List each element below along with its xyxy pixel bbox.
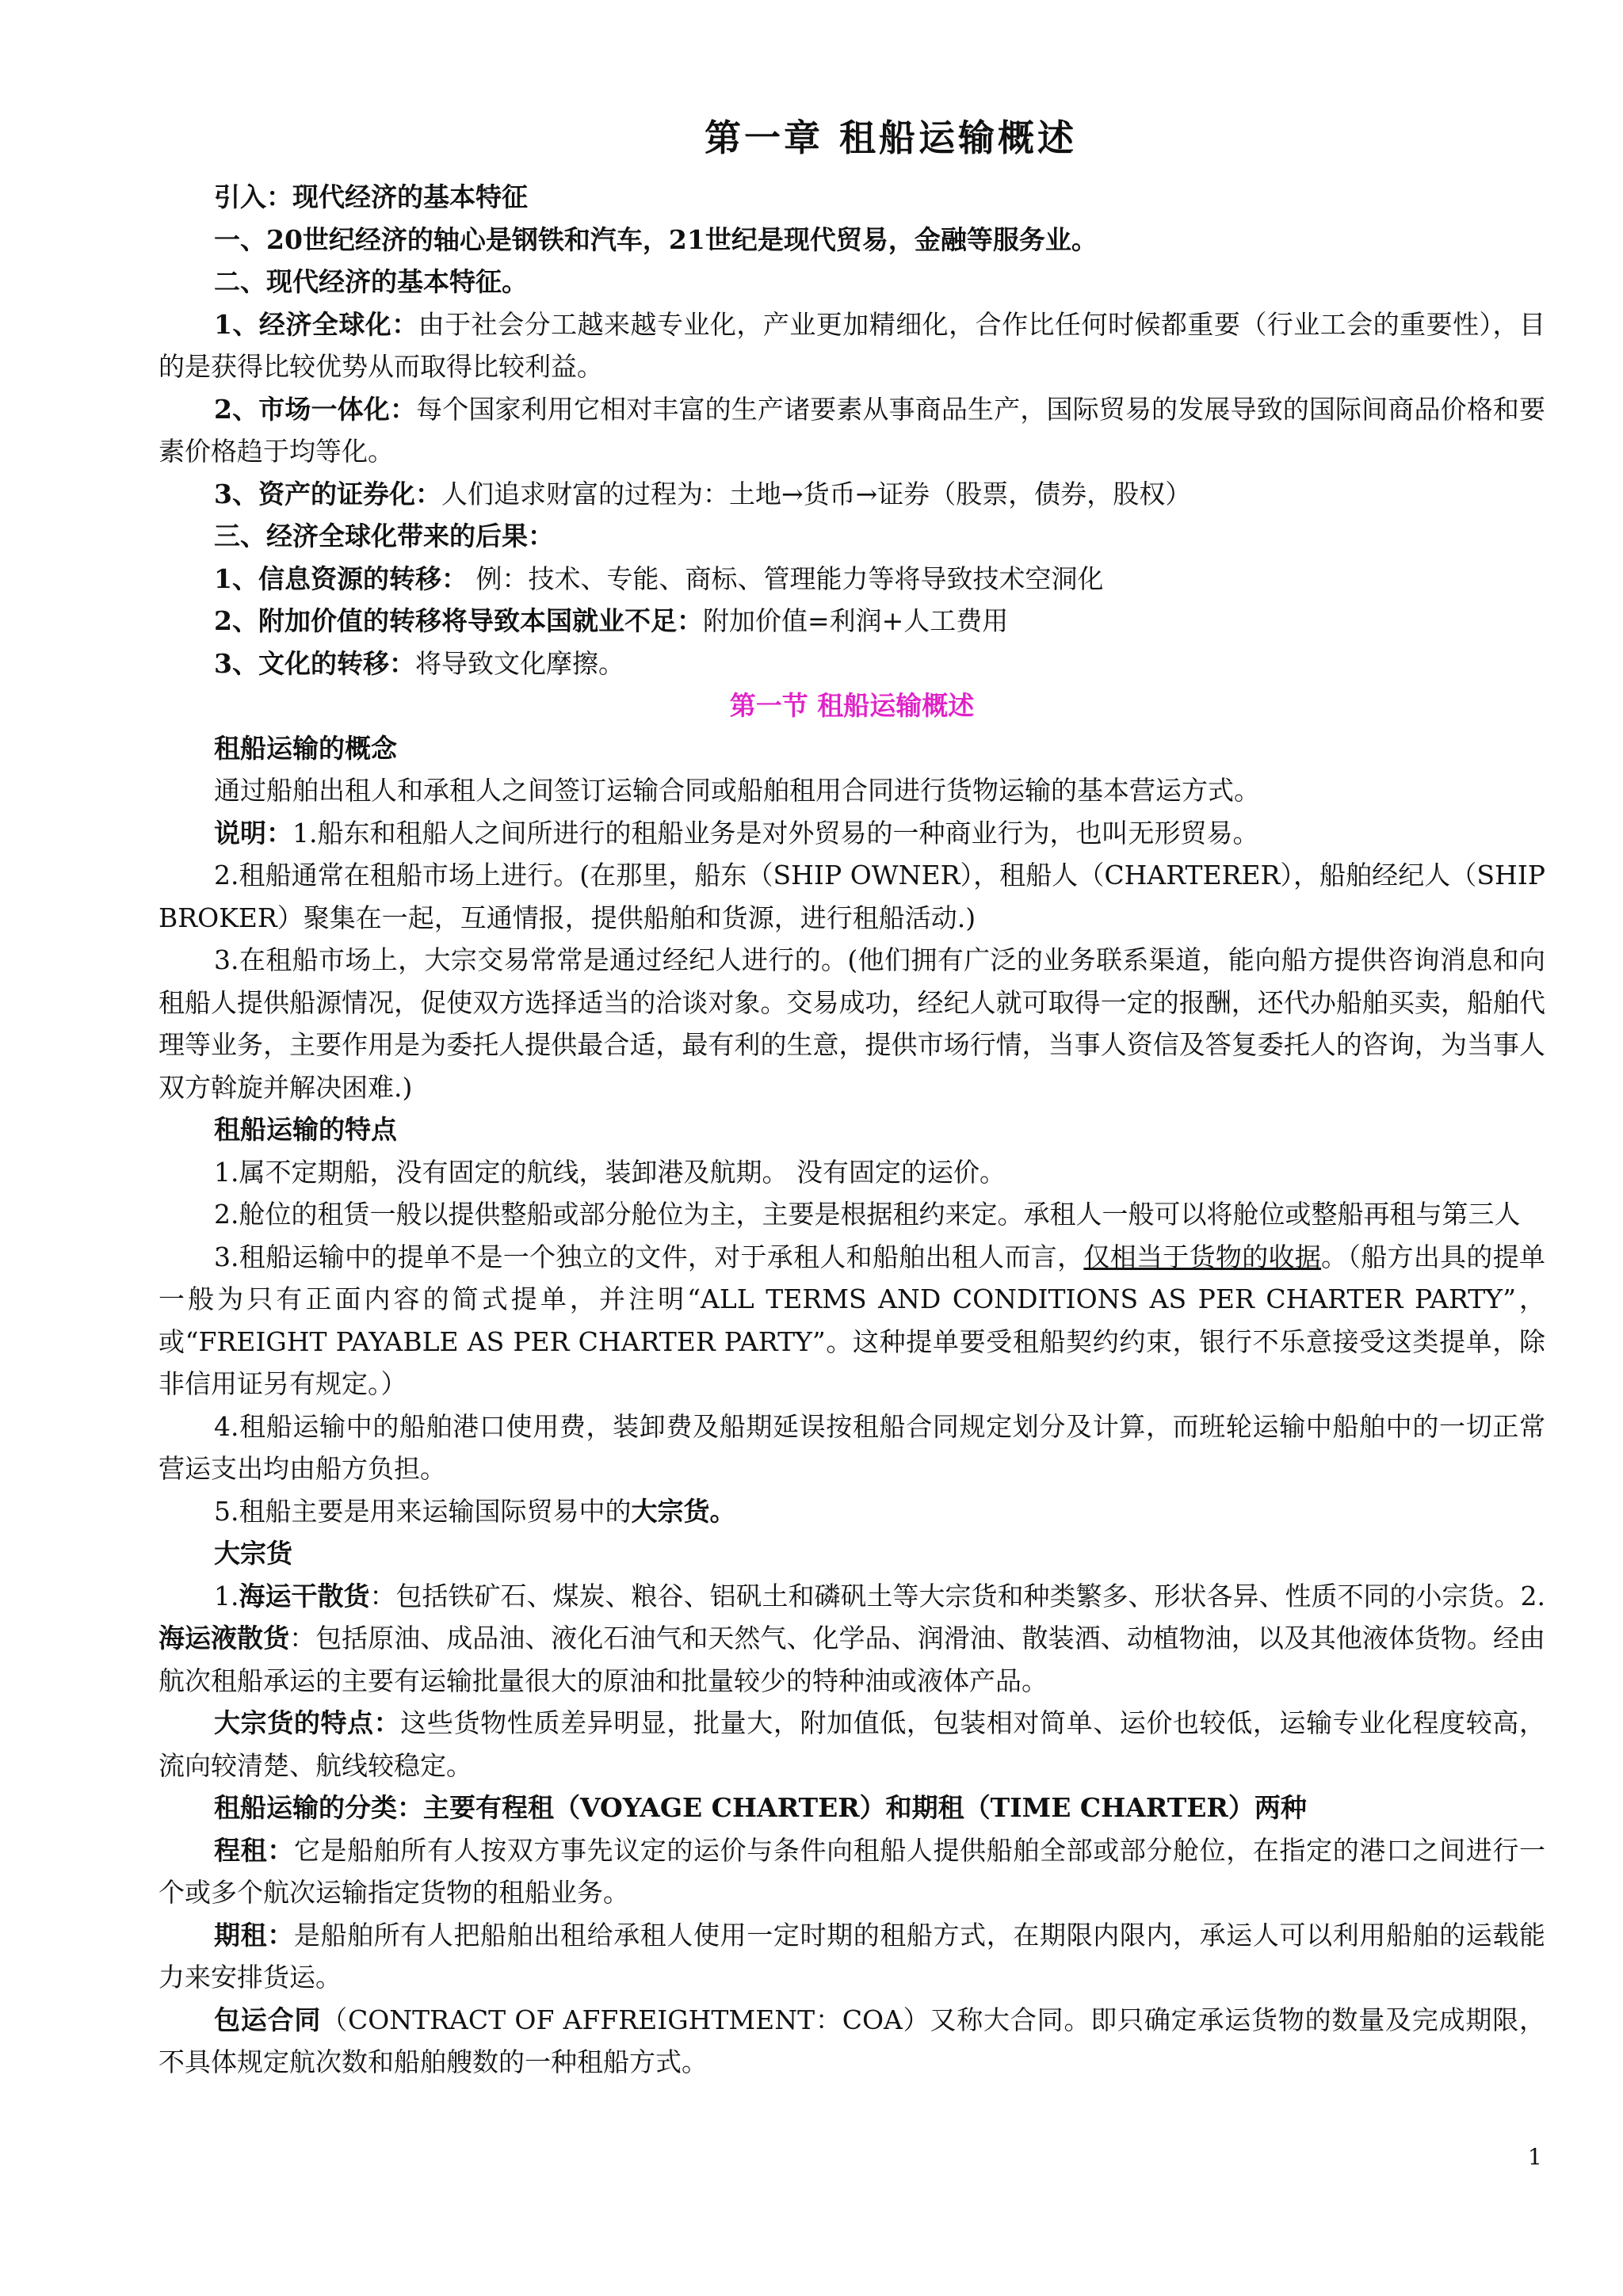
- bulk-text-c: ：包括原油、成品油、液化石油气和天然气、化学品、润滑油、散装酒、动植物油，以及其他液体货物。经由航次租船承运的主要有运输批量很大的原油和批量较少的特种油或液体产品。: [158, 1623, 1546, 1696]
- feature-three-underlined: 仅相当于货物的收据: [1083, 1241, 1322, 1272]
- concept-heading: 租船运输的概念: [214, 732, 397, 764]
- culture-transfer-text: 将导致文化摩擦。: [414, 647, 624, 679]
- note-two: 2.租船通常在租船市场上进行。(在那里，船东（SHIP OWNER），租船人（CHARTERER），船舶经纪人（SHIP BROKER）聚集在一起，互通情报，提供船舶和货源，进行租船活动.): [158, 860, 1545, 933]
- note-paragraph: [158, 812, 1545, 855]
- note-three: 3.在租船市场上，大宗交易常常是通过经纪人进行的。(他们拥有广泛的业务联系渠道，能向船方提供咨询消息和向租船人提供船源情况，促使双方选择适当的洽谈对象。交易成功，经纪人就可取得一定的报酬，还代办船舶买卖，船舶代理等业务，主要作用是为委托人提供最合适，最有利的生意，提供市场行情，当事人资信及答复委托人的咨询，为当事人双方斡旋并解决困难.): [158, 944, 1545, 1103]
- feature-four: 4.租船运输中的船舶港口使用费，装卸费及船期延误按租船合同规定划分及计算，而班轮运输中船舶中的一切正常营运支出均由船方负担。: [158, 1410, 1545, 1484]
- voyage-charter-heading: 程租：: [214, 1834, 294, 1866]
- intro-heading: 引入：现代经济的基本特征: [214, 181, 528, 212]
- section-heading: 第一节 租船运输概述: [729, 690, 975, 721]
- globalization-paragraph: [158, 303, 1545, 388]
- bulk-paragraph: [158, 1575, 1545, 1703]
- feature-three-text-b: 。（船方出具的提单一般为只有正面内容的简式提单，并注明“ALL TERMS AND CONDITIONS AS PER CHARTER PARTY”，或“FREIGHT PAYABLE AS PER CHARTER PARTY”。这种提单要受租船契约约束，银行不乐意接受这类提单，除非信用证另有规定。）: [158, 1241, 1545, 1399]
- coa-text: （CONTRACT OF AFFREIGHTMENT：COA）又称大合同。即只确定承运货物的数量及完成期限，不具体规定航次数和船舶艘数的一种租船方式。: [158, 2004, 1545, 2077]
- coa-heading: 包运合同: [214, 2004, 322, 2035]
- time-charter-paragraph: [158, 1914, 1545, 1999]
- market-integration-paragraph: [158, 388, 1545, 473]
- feature-one: 1.属不定期船，没有固定的航线，装卸港及航期。 没有固定的运价。: [214, 1156, 1006, 1188]
- liquid-bulk-term: 海运液散货: [158, 1623, 290, 1653]
- value-transfer-paragraph: [158, 600, 1545, 643]
- feature-five-text: 5.租船主要是用来运输国际贸易中的: [214, 1495, 632, 1527]
- classification-heading: 租船运输的分类：主要有程租（VOYAGE CHARTER）和期租（TIME CHARTER）两种: [214, 1792, 1307, 1823]
- feature-five-bold: 大宗货。: [631, 1495, 736, 1527]
- point-three: 三、经济全球化带来的后果：: [214, 521, 554, 551]
- culture-transfer-paragraph: [158, 643, 1545, 685]
- feature-five: [158, 1490, 1545, 1533]
- info-transfer-paragraph: [158, 558, 1545, 601]
- bulk-heading: 大宗货: [214, 1538, 292, 1569]
- bulk-text-b: ：包括铁矿石、煤炭、粮谷、铝矾土和磷矾土等大宗货和种类繁多、形状各异、性质不同的小宗货。2.: [369, 1580, 1545, 1611]
- bulk-features-paragraph: [158, 1702, 1545, 1787]
- bulk-features-text: 这些货物性质差异明显，批量大，附加值低，包装相对简单、运价也较低，运输专业化程度较高，流向较清楚、航线较稳定。: [158, 1707, 1546, 1781]
- chapter-title: 第一章 租船运输概述: [704, 116, 1077, 159]
- point-one: 一、20世纪经济的轴心是钢铁和汽车，21世纪是现代贸易，金融等服务业。: [214, 223, 1098, 255]
- info-transfer-text: 例：技术、专能、商标、管理能力等将导致技术空洞化: [467, 563, 1104, 594]
- bulk-features-heading: 大宗货的特点：: [214, 1707, 401, 1738]
- note-heading: 说明：: [214, 817, 292, 849]
- feature-three-text-a: 3.租船运输中的提单不是一个独立的文件，对于承租人和船舶出租人而言，: [214, 1241, 1084, 1272]
- feature-two: 2.舱位的租赁一般以提供整船或部分舱位为主，主要是根据租约来定。承租人一般可以将舱位或整船再租与第三人: [214, 1199, 1521, 1230]
- securitization-heading: 3、资产的证券化：: [214, 478, 441, 509]
- value-transfer-text: 附加价值=利润+人工费用: [702, 605, 1009, 636]
- securitization-text: 人们追求财富的过程为：土地→货币→证券（股票，债券，股权）: [441, 478, 1192, 509]
- dry-bulk-term: 海运干散货: [239, 1580, 370, 1611]
- coa-paragraph: [158, 1999, 1545, 2084]
- market-integration-heading: 2、市场一体化：: [214, 393, 417, 425]
- point-two: 二、现代经济的基本特征。: [214, 266, 528, 297]
- time-charter-heading: 期租：: [214, 1919, 294, 1951]
- voyage-charter-text: 它是船舶所有人按双方事先议定的运价与条件向租船人提供船舶全部或部分舱位，在指定的港口之间进行一个或多个航次运输指定货物的租船业务。: [158, 1834, 1546, 1908]
- culture-transfer-heading: 3、文化的转移：: [214, 647, 415, 679]
- page-number: 1: [1528, 2144, 1542, 2170]
- feature-three: [158, 1236, 1545, 1405]
- value-transfer-heading: 2、附加价值的转移将导致本国就业不足：: [214, 605, 703, 636]
- globalization-text: 由于社会分工越来越专业化，产业更加精细化，合作比任何时候都重要（行业工会的重要性），目的是获得比较优势从而取得比较利益。: [158, 308, 1546, 382]
- document-body: [158, 176, 1545, 2084]
- bulk-text-a: 1.: [214, 1580, 239, 1611]
- securitization-paragraph: [158, 473, 1545, 516]
- voyage-charter-paragraph: [158, 1829, 1545, 1914]
- time-charter-text: 是船舶所有人把船舶出租给承租人使用一定时期的租船方式，在期限内限内，承运人可以利用船舶的运载能力来安排货运。: [158, 1919, 1546, 1993]
- info-transfer-heading: 1、信息资源的转移：: [214, 563, 468, 594]
- globalization-heading: 1、经济全球化：: [214, 308, 418, 340]
- note-text: 1.船东和租船人之间所进行的租船业务是对外贸易的一种商业行为，也叫无形贸易。: [292, 817, 1259, 849]
- features-heading: 租船运输的特点: [214, 1114, 397, 1145]
- market-integration-text: 每个国家利用它相对丰富的生产诸要素从事商品生产，国际贸易的发展导致的国际间商品价格和要素价格趋于均等化。: [158, 393, 1545, 467]
- concept-text: 通过船舶出租人和承租人之间签订运输合同或船舶租用合同进行货物运输的基本营运方式。: [214, 775, 1260, 806]
